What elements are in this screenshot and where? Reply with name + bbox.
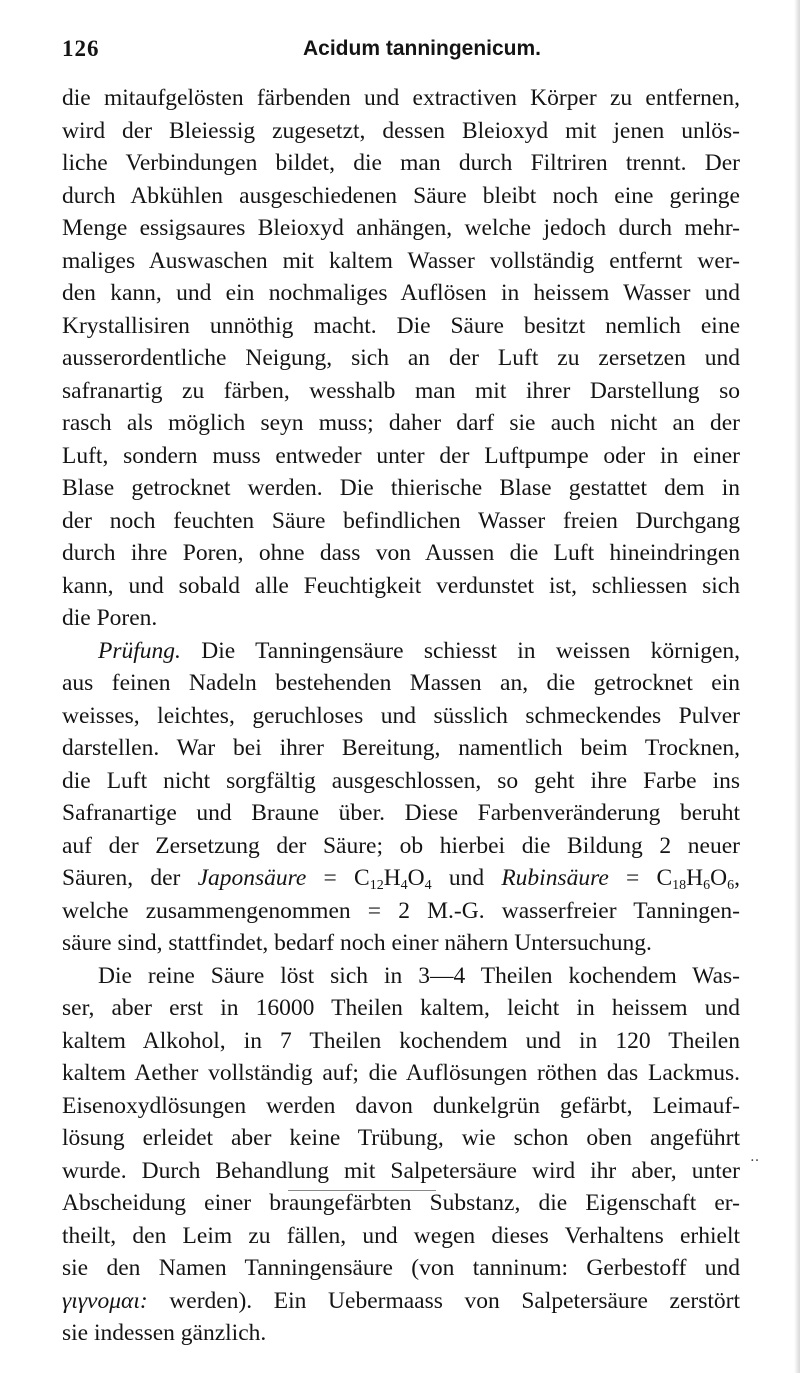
text-line: liche Verbindungen bildet, die man durch Filtriren trennt. Der: [62, 150, 740, 176]
greek-line: [62, 1285, 740, 1318]
running-head: Acidum tanningenicum.: [302, 37, 541, 60]
text-line: Luft, sondern muss entweder unter der Luftpumpe oder in einer: [62, 442, 740, 469]
text-line: der noch feuchten Säure befindlichen Wasser freien Durchgang: [62, 507, 740, 534]
text-line: theilt, den Leim zu fällen, und wegen dieses Verhaltens erhielt: [62, 1222, 740, 1249]
text-line: sie den Namen Tanningensäure (von tanninum: Gerbestoff und: [62, 1255, 740, 1281]
text-line: lösung erleidet aber keine Trübung, wie schon oben angeführt: [62, 1125, 740, 1151]
text-line: safranartig zu färben, wesshalb man mit ihrer Darstellung so: [62, 377, 740, 404]
text-line: säure sind, stattfindet, bedarf noch einer nähern Untersuchung.: [62, 930, 652, 956]
text-line: Blase getrocknet werden. Die thierische Blase gestattet dem in: [62, 475, 740, 501]
text-line: die mitaufgelösten färbenden und extractiven Körper zu entfernen,: [62, 85, 740, 111]
margin-mark: ‥: [750, 1150, 760, 1165]
text-line: maliges Auswaschen mit kaltem Wasser vollständig entfernt wer-: [62, 247, 740, 274]
text-line: durch ihre Poren, ohne dass von Aussen die Luft hineindringen: [62, 540, 740, 566]
section-heading: Prüfung.: [98, 637, 181, 664]
text-line: darstellen. War bei ihrer Bereitung, namentlich beim Trocknen,: [62, 735, 740, 761]
page-number: 126: [62, 36, 100, 61]
text-line: kaltem Alkohol, in 7 Theilen kochendem und in 120 Theilen: [62, 1027, 740, 1054]
formula-line: Säuren, der Japonsäure = $C_{12}H_4O_4$ und Rubinsäure = $C_{18}H_6O_6$,: [62, 865, 740, 893]
text-line: wurde. Durch Behandlung mit Salpetersäure wird ihr aber, unter: [62, 1157, 740, 1184]
text-line: Die reine Säure löst sich in 3—4 Theilen kochendem Was-: [98, 962, 740, 989]
text-span: und: [431, 865, 502, 891]
formula-rubin: = $C_{18}H_6O_6$: [608, 865, 735, 893]
text-line: ser, aber erst in 16000 Theilen kaltem, leicht in heissem und: [62, 995, 740, 1021]
text-line: kaltem Aether vollständig auf; die Auflösungen röthen das Lackmus.: [62, 1060, 740, 1086]
text-span: Die Tanningensäure schiesst in weissen körnigen,: [180, 637, 740, 664]
text-line: kann, und sobald alle Feuchtigkeit verdunstet ist, schliessen sich: [62, 572, 740, 599]
text-line: die Luft nicht sorgfältig ausgeschlossen, so geht ihre Farbe ins: [62, 767, 740, 794]
body-text: [62, 82, 740, 1350]
text-line: ausserordentliche Neigung, sich an der Luft zu zersetzen und: [62, 345, 740, 371]
text-line: wird der Bleiessig zugesetzt, dessen Bleioxyd mit jenen unlös-: [62, 117, 740, 144]
text-line: Abscheidung einer braungefärbten Substanz, die Eigenschaft er-: [62, 1190, 740, 1216]
text-line: Menge essigsaures Bleioxyd anhängen, welche jedoch durch mehr-: [62, 215, 740, 241]
text-line: den kann, und ein nochmaliges Auflösen in heissem Wasser und: [62, 280, 740, 306]
formula-japon: = $C_{12}H_4O_4$: [306, 865, 432, 893]
text-line: rasch als möglich seyn muss; daher darf sie auch nicht an der: [62, 410, 740, 436]
page-header: [62, 36, 742, 70]
text-line: weisses, leichtes, geruchloses und süsslich schmeckendes Pulver: [62, 702, 740, 729]
greek-word: γιγνομαι:: [62, 1287, 148, 1314]
text-line: sie indessen gänzlich.: [62, 1320, 267, 1346]
footer-rule: [288, 1190, 436, 1191]
acid-name-rubin: Rubinsäure: [501, 865, 609, 891]
text-line: auf der Zersetzung der Säure; ob hierbei die Bildung 2 neuer: [62, 832, 740, 859]
page-edge-shadow: [794, 0, 800, 1373]
text-line: Safranartige und Braune über. Diese Farbenveränderung beruht: [62, 800, 740, 826]
text-line: Krystallisiren unnöthig macht. Die Säure besitzt nemlich eine: [62, 312, 740, 339]
text-line: welche zusammengenommen = 2 M.-G. wasserfreier Tanningen-: [62, 897, 740, 924]
text-line: aus feinen Nadeln bestehenden Massen an, die getrocknet ein: [62, 670, 740, 696]
text-line: die Poren.: [62, 605, 158, 631]
text-span: werden). Ein Uebermaass von Salpetersäure zerstört: [147, 1287, 740, 1314]
text-span: Säuren, der: [62, 865, 198, 891]
acid-name-japon: Japonsäure: [197, 865, 307, 891]
text-line: durch Abkühlen ausgeschiedenen Säure bleibt noch eine geringe: [62, 182, 740, 209]
section-heading-line: [62, 635, 740, 668]
text-line: Eisenoxydlösungen werden davon dunkelgrün gefärbt, Leimauf-: [62, 1092, 740, 1119]
